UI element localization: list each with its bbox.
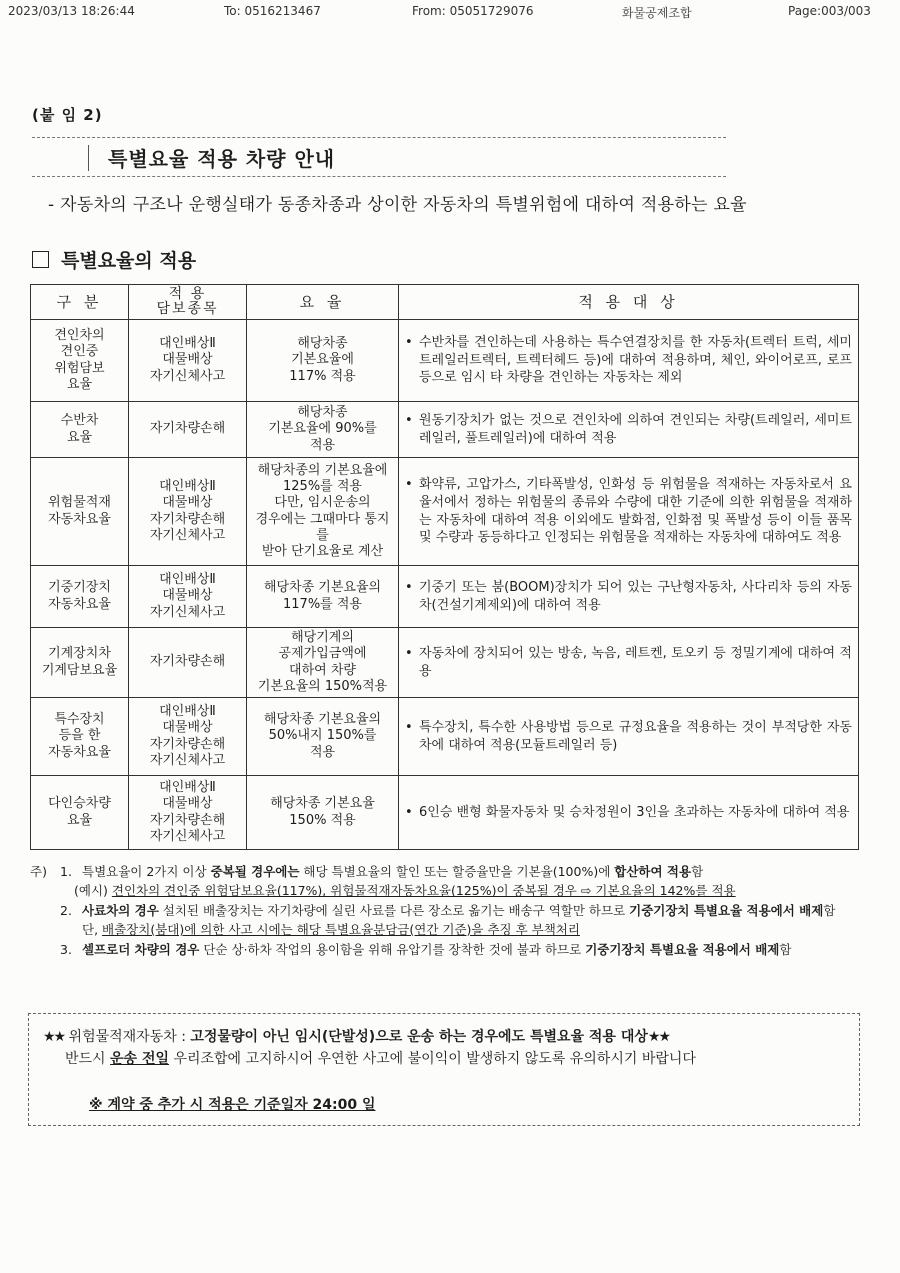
annex-label: (붙 임 2) [32,106,103,124]
divider-bottom [32,176,726,177]
header-target: 적 용 대 상 [399,285,859,320]
cell-coverage: 대인배상Ⅱ 대물배상 자기차량손해 자기신체사고 [129,776,247,850]
notice-line-3: ※ 계약 중 추가 시 적용은 기준일자 24:00 일 [89,1097,376,1113]
intro-text: - 자동차의 구조나 운행실태가 동종차종과 상이한 자동차의 특별위험에 대하여 적용하는 요율 [48,195,747,215]
table-row [31,320,859,402]
table-row [31,566,859,628]
cell-target [399,458,859,566]
note-1 [30,862,860,881]
cell-category: 기계장치차 기계담보요율 [31,628,129,698]
fax-to: To: 0516213467 [224,4,321,18]
bullet-icon: • [405,804,413,820]
cell-target-text: 자동차에 장치되어 있는 방송, 녹음, 레트켄, 토오키 등 정밀기계에 대하여 적용 [419,645,852,679]
note-2 [30,901,860,920]
cell-target-text: 기중기 또는 붐(BOOM)장치가 되어 있는 구난형자동차, 사다리차 등의 자동차(건설기계제외)에 대하여 적용 [419,579,852,613]
fax-header [8,4,880,20]
cell-rate: 해당차종 기본요율에 90%를 적용 [247,402,399,458]
note-number: 3. [60,941,72,957]
cell-target [399,628,859,698]
fax-page: Page:003/003 [788,4,871,18]
fax-from: From: 05051729076 [412,4,534,18]
cell-category: 특수장치 등을 한 자동차요율 [31,698,129,776]
note-sub-label: 단, [82,922,103,938]
table-row [31,402,859,458]
header-coverage: 적 용 담보종목 [129,285,247,320]
table-row [31,776,859,850]
note-3 [30,940,860,959]
note-2-sub [30,920,860,939]
note-number: 2. [60,902,72,918]
note-1-example [30,881,860,900]
cell-rate: 해당차종 기본요율에 117% 적용 [247,320,399,402]
section-title: 특별요율의 적용 [61,250,197,272]
cell-coverage: 자기차량손해 [129,628,247,698]
cell-target [399,320,859,402]
notice-emphasis: 운송 전일 [110,1051,170,1067]
notice-emphasis: 고정물량이 아닌 임시(단발성)으로 운송 하는 경우에도 특별요율 적용 대상 [190,1029,648,1045]
cell-rate: 해당기계의 공제가입금액에 대하여 차량 기본요율의 150%적용 [247,628,399,698]
rate-table [30,284,859,850]
cell-category: 기중기장치 자동차요율 [31,566,129,628]
table-row [31,698,859,776]
cell-target [399,566,859,628]
header-rate: 요 율 [247,285,399,320]
cell-coverage: 대인배상Ⅱ 대물배상 자기차량손해 자기신체사고 [129,458,247,566]
star-icon: ★★ [43,1029,65,1045]
cell-coverage: 대인배상Ⅱ 대물배상 자기차량손해 자기신체사고 [129,698,247,776]
note-emphasis: 기중기장치 특별요율 적용에서 배제 [629,902,824,918]
table-row [31,628,859,698]
cell-target-text: 6인승 밴형 화물자동차 및 승차정원이 3인을 초과하는 자동차에 대하여 적용 [419,804,850,820]
cell-rate: 해당차종 기본요율의 50%내지 150%를 적용 [247,698,399,776]
bullet-icon: • [405,719,413,735]
table-row [31,458,859,566]
cell-rate: 해당차종 기본요율의 117%를 적용 [247,566,399,628]
bullet-icon: • [405,476,413,492]
bullet-icon: • [405,645,413,661]
cell-coverage: 대인배상Ⅱ 대물배상 자기신체사고 [129,566,247,628]
note-text: 특별요율이 2가지 이상 [82,864,211,879]
cell-category: 위험물적재 자동차요율 [31,458,129,566]
title-marker [88,145,89,171]
star-icon: ★★ [647,1029,669,1045]
cell-target [399,698,859,776]
cell-category: 수반차 요율 [31,402,129,458]
cell-target [399,402,859,458]
table-header-row [31,285,859,320]
bullet-icon: • [405,334,413,350]
example-text: 견인차의 견인중 위험담보요율(117%), 위험물적재자동차요율(125%)이 중복될 경우 ⇨ 기본요율의 142%를 적용 [111,883,736,899]
cell-rate: 해당차종의 기본요율에 125%를 적용 다만, 임시운송의 경우에는 그때마다 통지를 받아 단기요율로 계산 [247,458,399,566]
note-emphasis: 셀프로더 차량의 경우 [82,941,200,957]
notice-line-1 [43,1026,669,1046]
cell-target [399,776,859,850]
cell-coverage: 자기차량손해 [129,402,247,458]
note-emphasis: 기중기장치 특별요율 적용에서 배제 [585,941,780,957]
cell-target-text: 특수장치, 특수한 사용방법 등으로 규정요율을 적용하는 것이 부적당한 자동차에 대하여 적용(모듈트레일러 등) [419,719,852,753]
note-emphasis: 합산하여 적용 [614,864,692,879]
notes-label: 주) [30,864,47,879]
cell-coverage: 대인배상Ⅱ 대물배상 자기신체사고 [129,320,247,402]
note-emphasis: 사료차의 경우 [82,902,159,918]
cell-rate: 해당차종 기본요율 150% 적용 [247,776,399,850]
bullet-icon: • [405,412,413,428]
note-text: 단순 상·하차 작업의 용이함을 위해 유압기를 장착한 것에 불과 하므로 [199,941,586,957]
cell-category: 다인승차량 요율 [31,776,129,850]
fax-datetime: 2023/03/13 18:26:44 [8,4,135,18]
notice-text: 우리조합에 고지하시어 우연한 사고에 불이익이 발생하지 않도록 유의하시기 바랍니다 [169,1051,696,1067]
note-text: 함 [691,864,704,879]
notice-text: 위험물적재자동차 : [64,1029,191,1045]
cell-target-text: 화약류, 고압가스, 기타폭발성, 인화성 등 위험물을 적재하는 자동차로서 요율서에서 정하는 위험물의 종류와 수량에 대한 기준에 의한 위험물을 적재하는 자동차에 대하여 적용 이외에도 발화점, 인화점 및 폭발성 등이 이들 품목 및 수량과 동등하다고 인정되는 위험물을 적재하는 자동차에 대하여도 적용 [419,476,852,546]
note-emphasis: 중복될 경우에는 [210,864,300,879]
divider-top [32,137,726,138]
note-text: 함 [779,941,792,957]
note-text: 함 [823,902,836,918]
cell-category: 견인차의 견인중 위험담보 요율 [31,320,129,402]
notes [30,862,860,959]
page-title: 특별요율 적용 차량 안내 [108,147,336,171]
cell-target-text: 원동기장치가 없는 것으로 견인차에 의하여 견인되는 차량(트레일러, 세미트레일러, 풀트레일러)에 대하여 적용 [419,412,852,446]
section-heading [32,246,196,273]
cell-target-text: 수반차를 견인하는데 사용하는 특수연결장치를 한 자동차(트렉터 트럭, 세미트레일러트렉터, 트렉터헤드 등)에 대하여 적용하며, 체인, 와이어로프, 로프 등으로 임시 타 차량을 견인하는 자동차는 제외 [419,334,852,386]
fax-sender: 화물공제조합 [622,6,692,20]
checkbox-icon [32,251,49,268]
note-text: 설치된 배출장치는 자기차량에 실린 사료를 다른 장소로 옮기는 배송구 역할만 하므로 [158,902,630,918]
note-number: 1. [60,864,72,879]
note-text: 해당 특별요율의 할인 또는 할증율만을 기본율(100%)에 [299,864,615,879]
example-label: (예시) [74,883,112,899]
header-category: 구 분 [31,285,129,320]
notice-line-2 [65,1048,696,1068]
note-sub-text: 배출장치(붐대)에 의한 사고 시에는 해당 특별요율분담금(연간 기준)을 추징 후 부책처리 [102,922,580,938]
bullet-icon: • [405,579,413,595]
notice-text: 반드시 [65,1051,111,1067]
notice-box [28,1013,860,1126]
